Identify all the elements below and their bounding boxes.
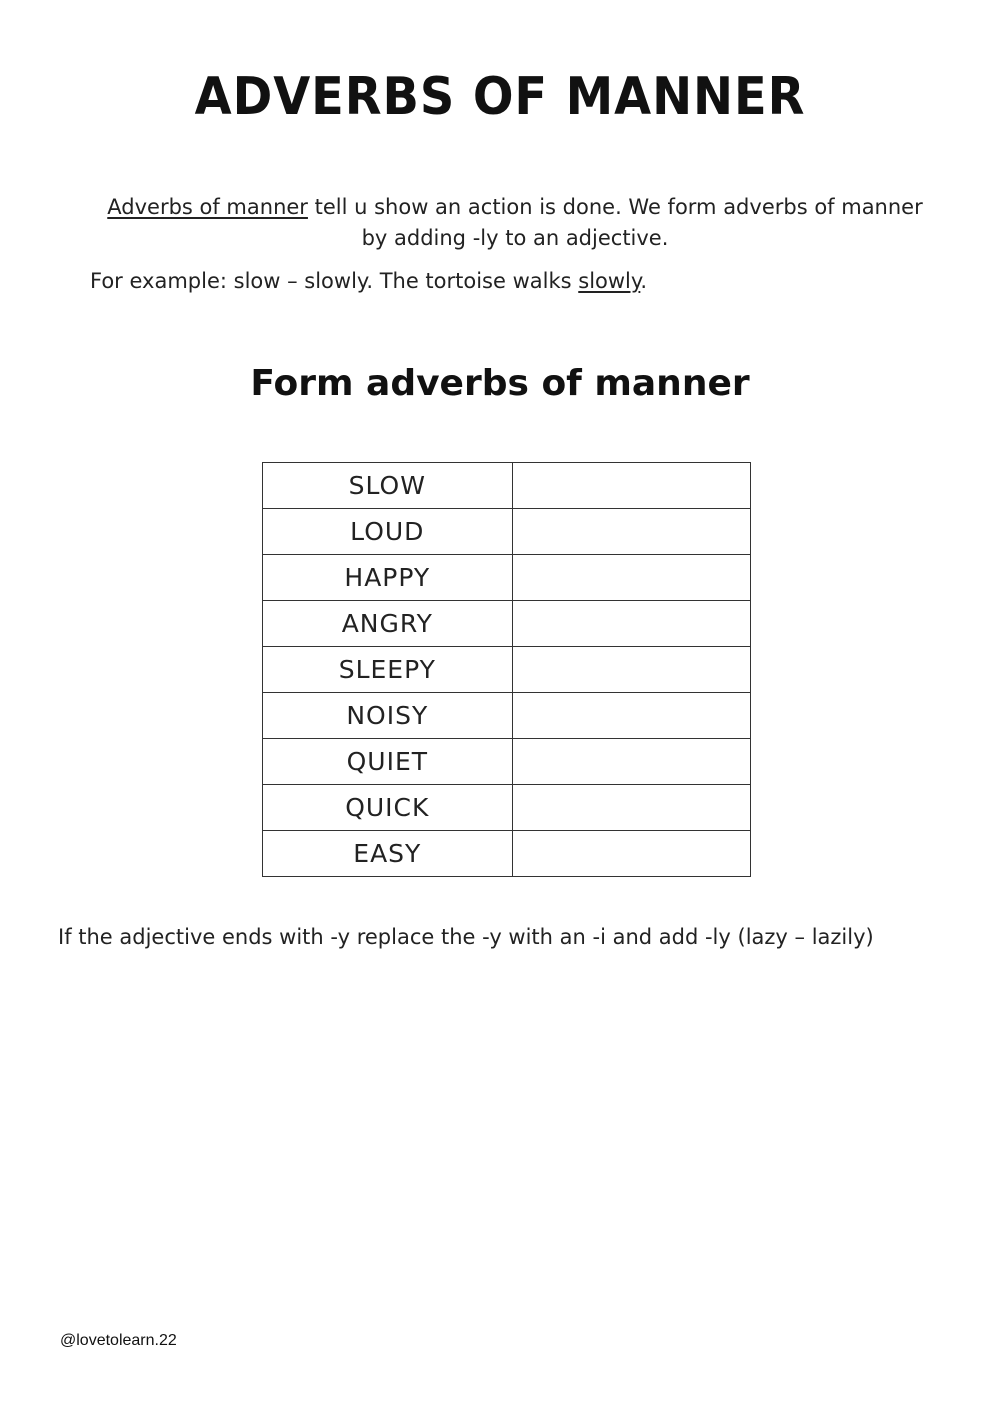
- table-row: [263, 647, 751, 693]
- example-sentence: [90, 266, 940, 297]
- intro-line2: by adding -ly to an adjective.: [361, 226, 669, 250]
- adjective-cell: QUIET: [263, 739, 513, 785]
- table-row: [263, 555, 751, 601]
- page-title: ADVERBS OF MANNER: [194, 67, 806, 127]
- example-text: For example: slow – slowly. The tortoise walks: [90, 269, 579, 293]
- table-row: [263, 831, 751, 877]
- answer-cell[interactable]: [512, 601, 750, 647]
- answer-cell[interactable]: [512, 693, 750, 739]
- table-row: [263, 785, 751, 831]
- spelling-rule: If the adjective ends with -y replace the -y with an -i and add -ly (lazy – lazily): [58, 925, 874, 949]
- adjective-cell: SLOW: [263, 463, 513, 509]
- table-row: [263, 463, 751, 509]
- example-end: .: [640, 269, 648, 293]
- adjective-cell: ANGRY: [263, 601, 513, 647]
- table-row: [263, 601, 751, 647]
- answer-cell[interactable]: [512, 647, 750, 693]
- table-row: [263, 509, 751, 555]
- adjective-cell: HAPPY: [263, 555, 513, 601]
- answer-cell[interactable]: [512, 831, 750, 877]
- adjective-cell: EASY: [263, 831, 513, 877]
- example-underlined: slowly: [578, 269, 641, 293]
- answer-cell[interactable]: [512, 463, 750, 509]
- answer-cell[interactable]: [512, 785, 750, 831]
- intro-line-rest: tell u show an action is done. We form adverbs of manner: [307, 195, 923, 219]
- answer-cell[interactable]: [512, 509, 750, 555]
- adjective-cell: NOISY: [263, 693, 513, 739]
- adjective-cell: SLEEPY: [263, 647, 513, 693]
- table-row: [263, 739, 751, 785]
- intro-term: Adverbs of manner: [107, 195, 308, 219]
- table-row: [263, 693, 751, 739]
- answer-cell[interactable]: [512, 555, 750, 601]
- intro-paragraph: [90, 192, 940, 254]
- adjective-cell: QUICK: [263, 785, 513, 831]
- section-subtitle: Form adverbs of manner: [250, 363, 750, 404]
- answer-cell[interactable]: [512, 739, 750, 785]
- adjective-cell: LOUD: [263, 509, 513, 555]
- adverbs-table: [262, 462, 751, 877]
- credit-handle: @lovetolearn.22: [60, 1332, 177, 1349]
